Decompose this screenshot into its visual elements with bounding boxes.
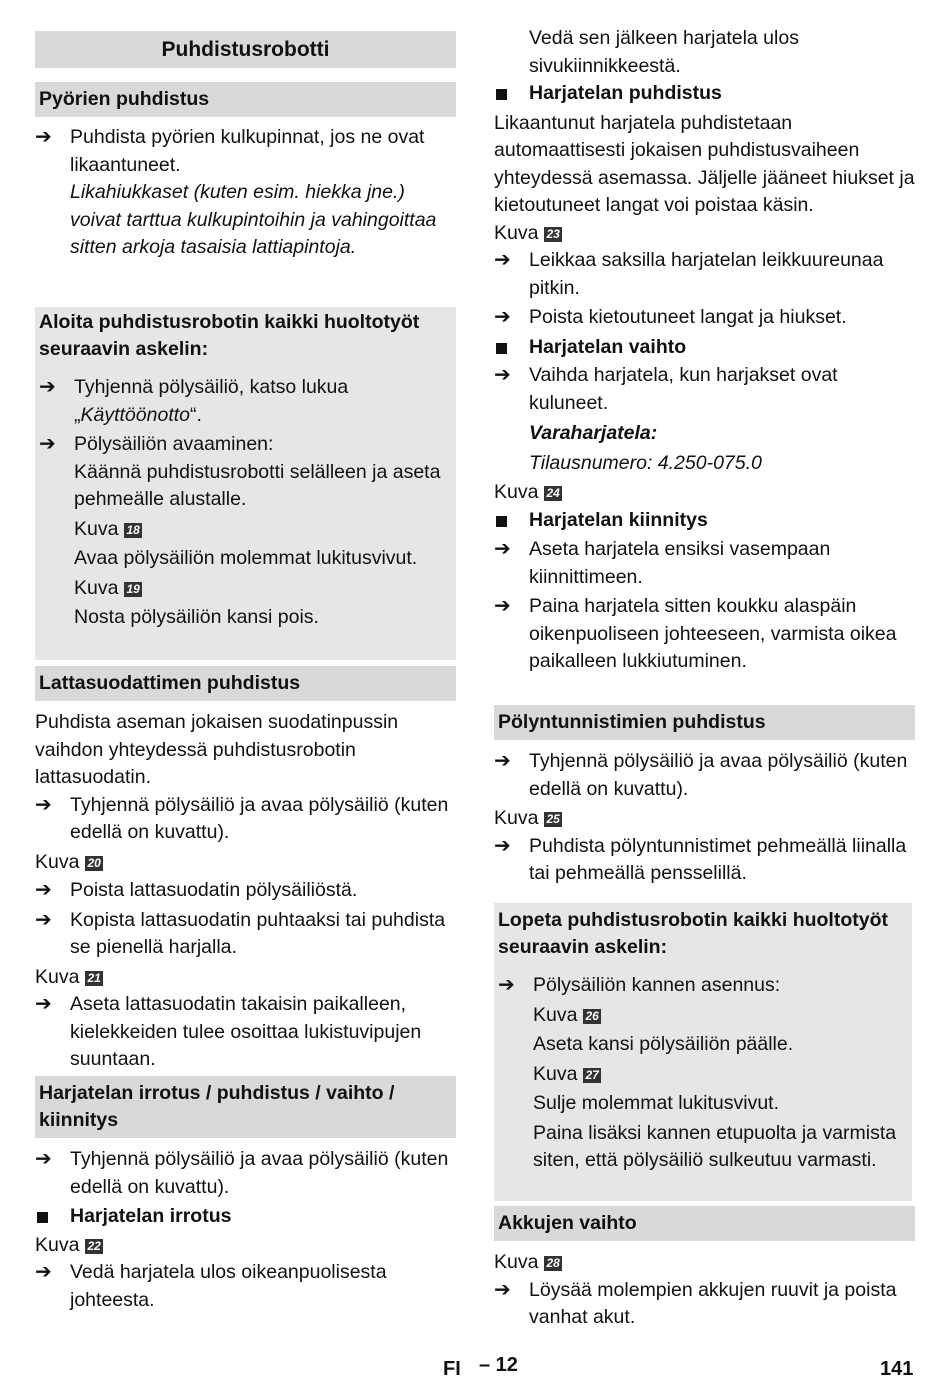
battery-section <box>494 1249 915 1332</box>
battery-step: ➔ Löysää molempien akkujen ruuvit ja poista vanhat akut. <box>494 1278 897 1328</box>
dust-step2: ➔ Puhdista pölyntunnistimet pehmeällä liinalla tai pehmeällä pensselillä. <box>494 834 907 884</box>
arrow-right-icon: ➔ <box>39 376 56 398</box>
figure-ref-21: Kuva 21 <box>35 965 101 988</box>
start-box <box>35 307 456 660</box>
figure-ref-24: Kuva 24 <box>494 481 560 503</box>
figure-ref-23: Kuva 23 <box>494 221 560 244</box>
page-title: Puhdistusrobotti <box>35 31 456 68</box>
arrow-right-icon: ➔ <box>35 993 52 1015</box>
flat-intro: Puhdista aseman jokaisen suodatinpussin vaihdon yhteydessä puhdistusrobotin lattasuodatin. <box>35 711 399 788</box>
start-step1 <box>39 374 456 429</box>
start-p1: Käännä puhdistusrobotti selälleen ja aseta pehmeälle alustalle. <box>74 460 441 510</box>
figure-badge: 28 <box>546 1256 560 1270</box>
end-step: ➔ Pölysäiliön kannen asennus: Kuva 26 Aseta kansi pölysäiliön päälle. Kuva 27 Sulje molemmat lukitusvivut. Paina lisäksi kannen etupuolta ja varmista siten, että pölysäiliö sulkeutuu varmasti. <box>498 972 912 1175</box>
heading-end: Lopeta puhdistusrobotin kaikki huoltotyöt seuraavin askelin: <box>498 909 888 958</box>
bullet-square-icon <box>496 343 507 354</box>
start-step2-text: Pölysäiliön avaaminen: <box>74 433 274 455</box>
figure-badge: 18 <box>126 522 140 537</box>
arrow-right-icon: ➔ <box>35 126 52 148</box>
heading-wheels: Pyörien puhdistus <box>35 82 456 117</box>
brush-change-heading: Harjatelan vaihto <box>494 334 915 362</box>
wheels-note: Likahiukkaset (kuten esim. hiekka jne.) voivat tarttua kulkupintoihin ja vahingoittaa sitten arkoja tasaisia lattiapintoja. <box>70 181 437 258</box>
arrow-right-icon: ➔ <box>35 1148 52 1170</box>
figure-badge: 26 <box>585 1008 599 1023</box>
flat-section <box>35 709 456 1074</box>
brush-clean-section <box>494 80 915 676</box>
heading-dust: Pölyntunnistimien puhdistus <box>494 705 915 740</box>
end-p1: Aseta kansi pölysäiliön päälle. <box>533 1033 794 1055</box>
clean-step1: ➔ Leikkaa saksilla harjatelan leikkuureunaa pitkin. <box>494 249 884 299</box>
arrow-right-icon: ➔ <box>494 595 511 617</box>
end-p3: Paina lisäksi kannen etupuolta ja varmista siten, että pölysäiliö sulkeutuu varmasti. <box>533 1121 897 1171</box>
heading-flat-filter: Lattasuodattimen puhdistus <box>35 666 456 701</box>
flat-step2: ➔ Poista lattasuodatin pölysäiliöstä. <box>35 877 456 905</box>
start-step1-c: “. <box>190 403 202 426</box>
arrow-right-icon: ➔ <box>494 1278 511 1301</box>
arrow-right-icon: ➔ <box>494 249 511 271</box>
figure-ref-27: Kuva 27 <box>533 1062 599 1085</box>
arrow-right-icon: ➔ <box>494 750 511 772</box>
figure-badge: 21 <box>87 970 101 985</box>
bullet-square-icon <box>496 89 507 100</box>
end-p2: Sulje molemmat lukitusvivut. <box>533 1092 779 1114</box>
dust-section <box>494 748 915 888</box>
spare-label: Varaharjatela: <box>529 422 658 444</box>
figure-badge: 20 <box>87 855 101 870</box>
heading-brush: Harjatelan irrotus / puhdistus / vaihto / kiinnitys <box>35 1076 456 1138</box>
heading-battery: Akkujen vaihto <box>494 1206 915 1241</box>
brush-step2: ➔ Vedä harjatela ulos oikeanpuolisesta johteesta. <box>35 1261 387 1311</box>
arrow-right-icon: ➔ <box>498 974 515 996</box>
end-box <box>494 903 912 1201</box>
arrow-right-icon: ➔ <box>35 793 52 816</box>
start-step2 <box>39 431 456 632</box>
brush-continue: Vedä sen jälkeen harjatela ulos sivukiinnikkeestä. <box>529 27 799 77</box>
change-step: ➔ Vaihda harjatela, kun harjakset ovat kuluneet. <box>494 364 838 414</box>
heading-start: Aloita puhdistusrobotin kaikki huoltotyöt seuraavin askelin: <box>39 311 420 360</box>
flat-step1: ➔ Tyhjennä pölysäiliö ja avaa pölysäiliö (kuten edellä on kuvattu). <box>35 793 449 843</box>
footer-page: – 12 <box>479 1354 518 1376</box>
start-step1-b: Käyttöönotto <box>80 403 190 426</box>
start-step1-a: Tyhjennä pölysäiliö, katso lukua „ <box>74 376 349 426</box>
figure-badge: 23 <box>546 226 560 241</box>
left-column <box>35 0 456 1311</box>
figure-ref-26: Kuva 26 <box>533 1003 599 1026</box>
wheels-step-text: Puhdista pyörien kulkupinnat, jos ne ovat likaantuneet. <box>70 126 425 176</box>
figure-badge: 22 <box>87 1238 101 1253</box>
brush-removal: Harjatelan irrotus <box>35 1203 456 1231</box>
arrow-right-icon: ➔ <box>39 433 56 455</box>
brush-mount-heading: Harjatelan kiinnitys <box>494 507 915 535</box>
arrow-right-icon: ➔ <box>494 834 511 857</box>
brush-clean-text: Likaantunut harjatela puhdistetaan automaattisesti jokaisen puhdistusvaiheen yhteydessä asemassa. Jäljelle jääneet hiukset ja kietoutuneet langat voi poistaa käsin. <box>494 111 915 216</box>
figure-ref-20: Kuva 20 <box>35 850 101 873</box>
figure-badge: 24 <box>546 486 560 500</box>
figure-ref-22: Kuva 22 <box>35 1233 101 1256</box>
start-p2: Avaa pölysäiliön molemmat lukitusvivut. <box>74 547 418 569</box>
brush-section <box>35 1146 456 1314</box>
flat-step3: ➔ Kopista lattasuodatin puhtaaksi tai puhdista se pienellä harjalla. <box>35 908 446 958</box>
figure-ref-25: Kuva 25 <box>494 807 560 829</box>
order-number: Tilausnumero: 4.250-075.0 <box>529 451 762 474</box>
figure-ref-18: Kuva 18 <box>74 517 140 540</box>
brush-step1: ➔ Tyhjennä pölysäiliö ja avaa pölysäiliö (kuten edellä on kuvattu). <box>35 1148 449 1198</box>
footer-page-number: 141 <box>880 1358 914 1380</box>
mount-step2: ➔ Paina harjatela sitten koukku alaspäin oikenpuoliseen johteeseen, varmista oikea paikalleen lukkiutuminen. <box>494 595 897 672</box>
figure-ref-28: Kuva 28 <box>494 1251 560 1273</box>
dust-step1: ➔ Tyhjennä pölysäiliö ja avaa pölysäiliö (kuten edellä on kuvattu). <box>494 750 908 800</box>
arrow-right-icon: ➔ <box>494 306 511 328</box>
bullet-square-icon <box>37 1212 48 1223</box>
clean-step2: ➔ Poista kietoutuneet langat ja hiukset. <box>494 304 915 332</box>
figure-ref-19: Kuva 19 <box>74 576 140 599</box>
arrow-right-icon: ➔ <box>494 364 511 386</box>
flat-step4: ➔ Aseta lattasuodatin takaisin paikalleen, kielekkeiden tulee osoittaa lukistuvipujen suuntaan. <box>35 993 422 1070</box>
arrow-right-icon: ➔ <box>494 538 511 560</box>
wheels-step <box>35 124 456 262</box>
start-p3: Nosta pölysäiliön kansi pois. <box>74 606 319 628</box>
figure-badge: 25 <box>546 812 560 826</box>
mount-step1: ➔ Aseta harjatela ensiksi vasempaan kiinnittimeen. <box>494 538 831 588</box>
arrow-right-icon: ➔ <box>35 879 52 901</box>
arrow-right-icon: ➔ <box>35 908 52 931</box>
figure-badge: 27 <box>585 1067 599 1082</box>
bullet-square-icon <box>496 516 507 527</box>
brush-clean-heading: Harjatelan puhdistus <box>494 80 915 108</box>
figure-badge: 19 <box>126 581 140 596</box>
footer-language: FI <box>443 1358 461 1380</box>
arrow-right-icon: ➔ <box>35 1261 52 1283</box>
